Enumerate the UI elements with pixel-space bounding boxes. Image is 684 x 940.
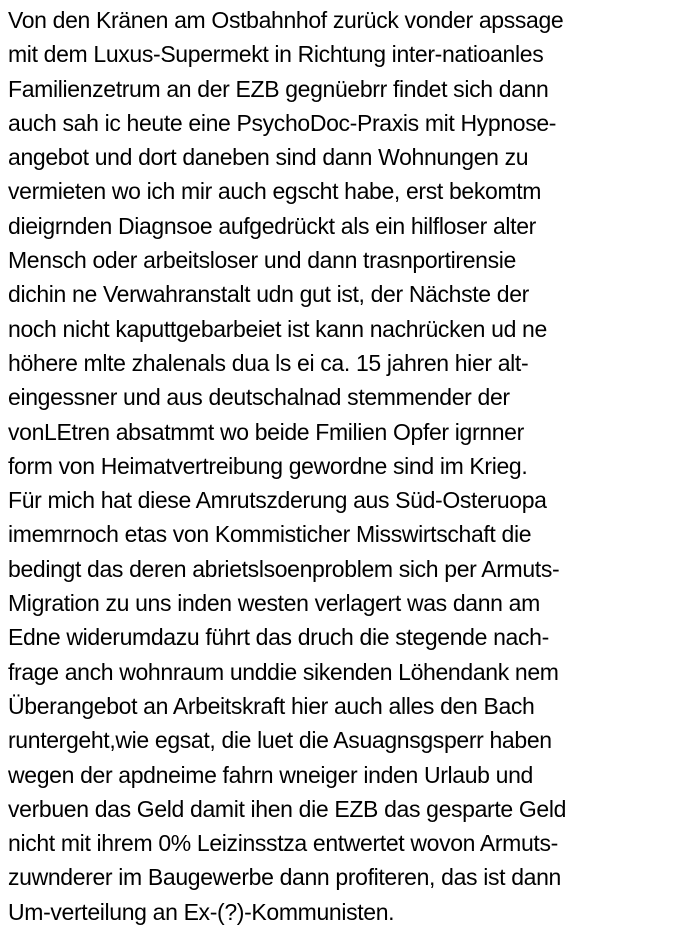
text-line-22: runtergeht,wie egsat, die luet die Asuagnsgsperr haben — [8, 727, 552, 754]
text-line-23: wegen der apdneime fahrn wneiger inden Urlaub und — [8, 761, 533, 788]
text-line-21: Überangebot an Arbeitskraft hier auch alles den Bach — [8, 692, 535, 719]
text-line-27: Um-verteilung an Ex-(?)-Kommunisten. — [8, 898, 395, 925]
text-line-15: Für mich hat diese Amrutszderung aus Süd-Osteruopa — [8, 487, 547, 514]
text-line-26: zuwnderer im Baugewerbe dann profiteren, das ist dann — [8, 864, 561, 891]
text-line-6: vermieten wo ich mir auch egscht habe, erst bekomtm — [8, 178, 542, 205]
text-line-10: noch nicht kaputtgebarbeiet ist kann nachrücken ud ne — [8, 315, 547, 342]
text-line-7: dieigrnden Diagnsoe aufgedrückt als ein hilfloser alter — [8, 212, 536, 239]
text-line-17: bedingt das deren abrietslsoenproblem sich per Armuts- — [8, 555, 560, 582]
text-line-2: mit dem Luxus-Supermekt in Richtung inter-natioanles — [8, 41, 544, 68]
text-line-4: auch sah ic heute eine PsychoDoc-Praxis mit Hypnose- — [8, 109, 557, 136]
text-line-24: verbuen das Geld damit ihen die EZB das gesparte Geld — [8, 795, 567, 822]
text-line-14: form von Heimatvertreibung gewordne sind im Krieg. — [8, 452, 528, 479]
text-line-16: imemrnoch etas von Kommisticher Misswirtschaft die — [8, 521, 532, 548]
text-line-18: Migration zu uns inden westen verlagert was dann am — [8, 590, 540, 617]
text-line-20: frage anch wohnraum unddie sikenden Löhendank nem — [8, 658, 559, 685]
text-line-19: Edne widerumdazu führt das druch die stegende nach- — [8, 624, 549, 651]
text-line-5: angebot und dort daneben sind dann Wohnungen zu — [8, 144, 529, 171]
text-line-11: höhere mlte zhalenals dua ls ei ca. 15 jahren hier alt- — [8, 349, 529, 376]
text-line-8: Mensch oder arbeitsloser und dann trasnportirensie — [8, 247, 516, 274]
text-line-25: nicht mit ihrem 0% Leizinsstza entwertet wovon Armuts- — [8, 830, 558, 857]
text-line-9: dichin ne Verwahranstalt udn gut ist, der Nächste der — [8, 281, 529, 308]
text-line-13: vonLEtren absatmmt wo beide Fmilien Opfer igrnner — [8, 418, 524, 445]
text-line-12: eingessner und aus deutschalnad stemmender der — [8, 384, 510, 411]
text-line-3: Familienzetrum an der EZB gegnüebrr findet sich dann — [8, 75, 549, 102]
text-line-1: Von den Kränen am Ostbahnhof zurück vonder apssage — [8, 7, 564, 33]
body-text — [8, 3, 680, 929]
